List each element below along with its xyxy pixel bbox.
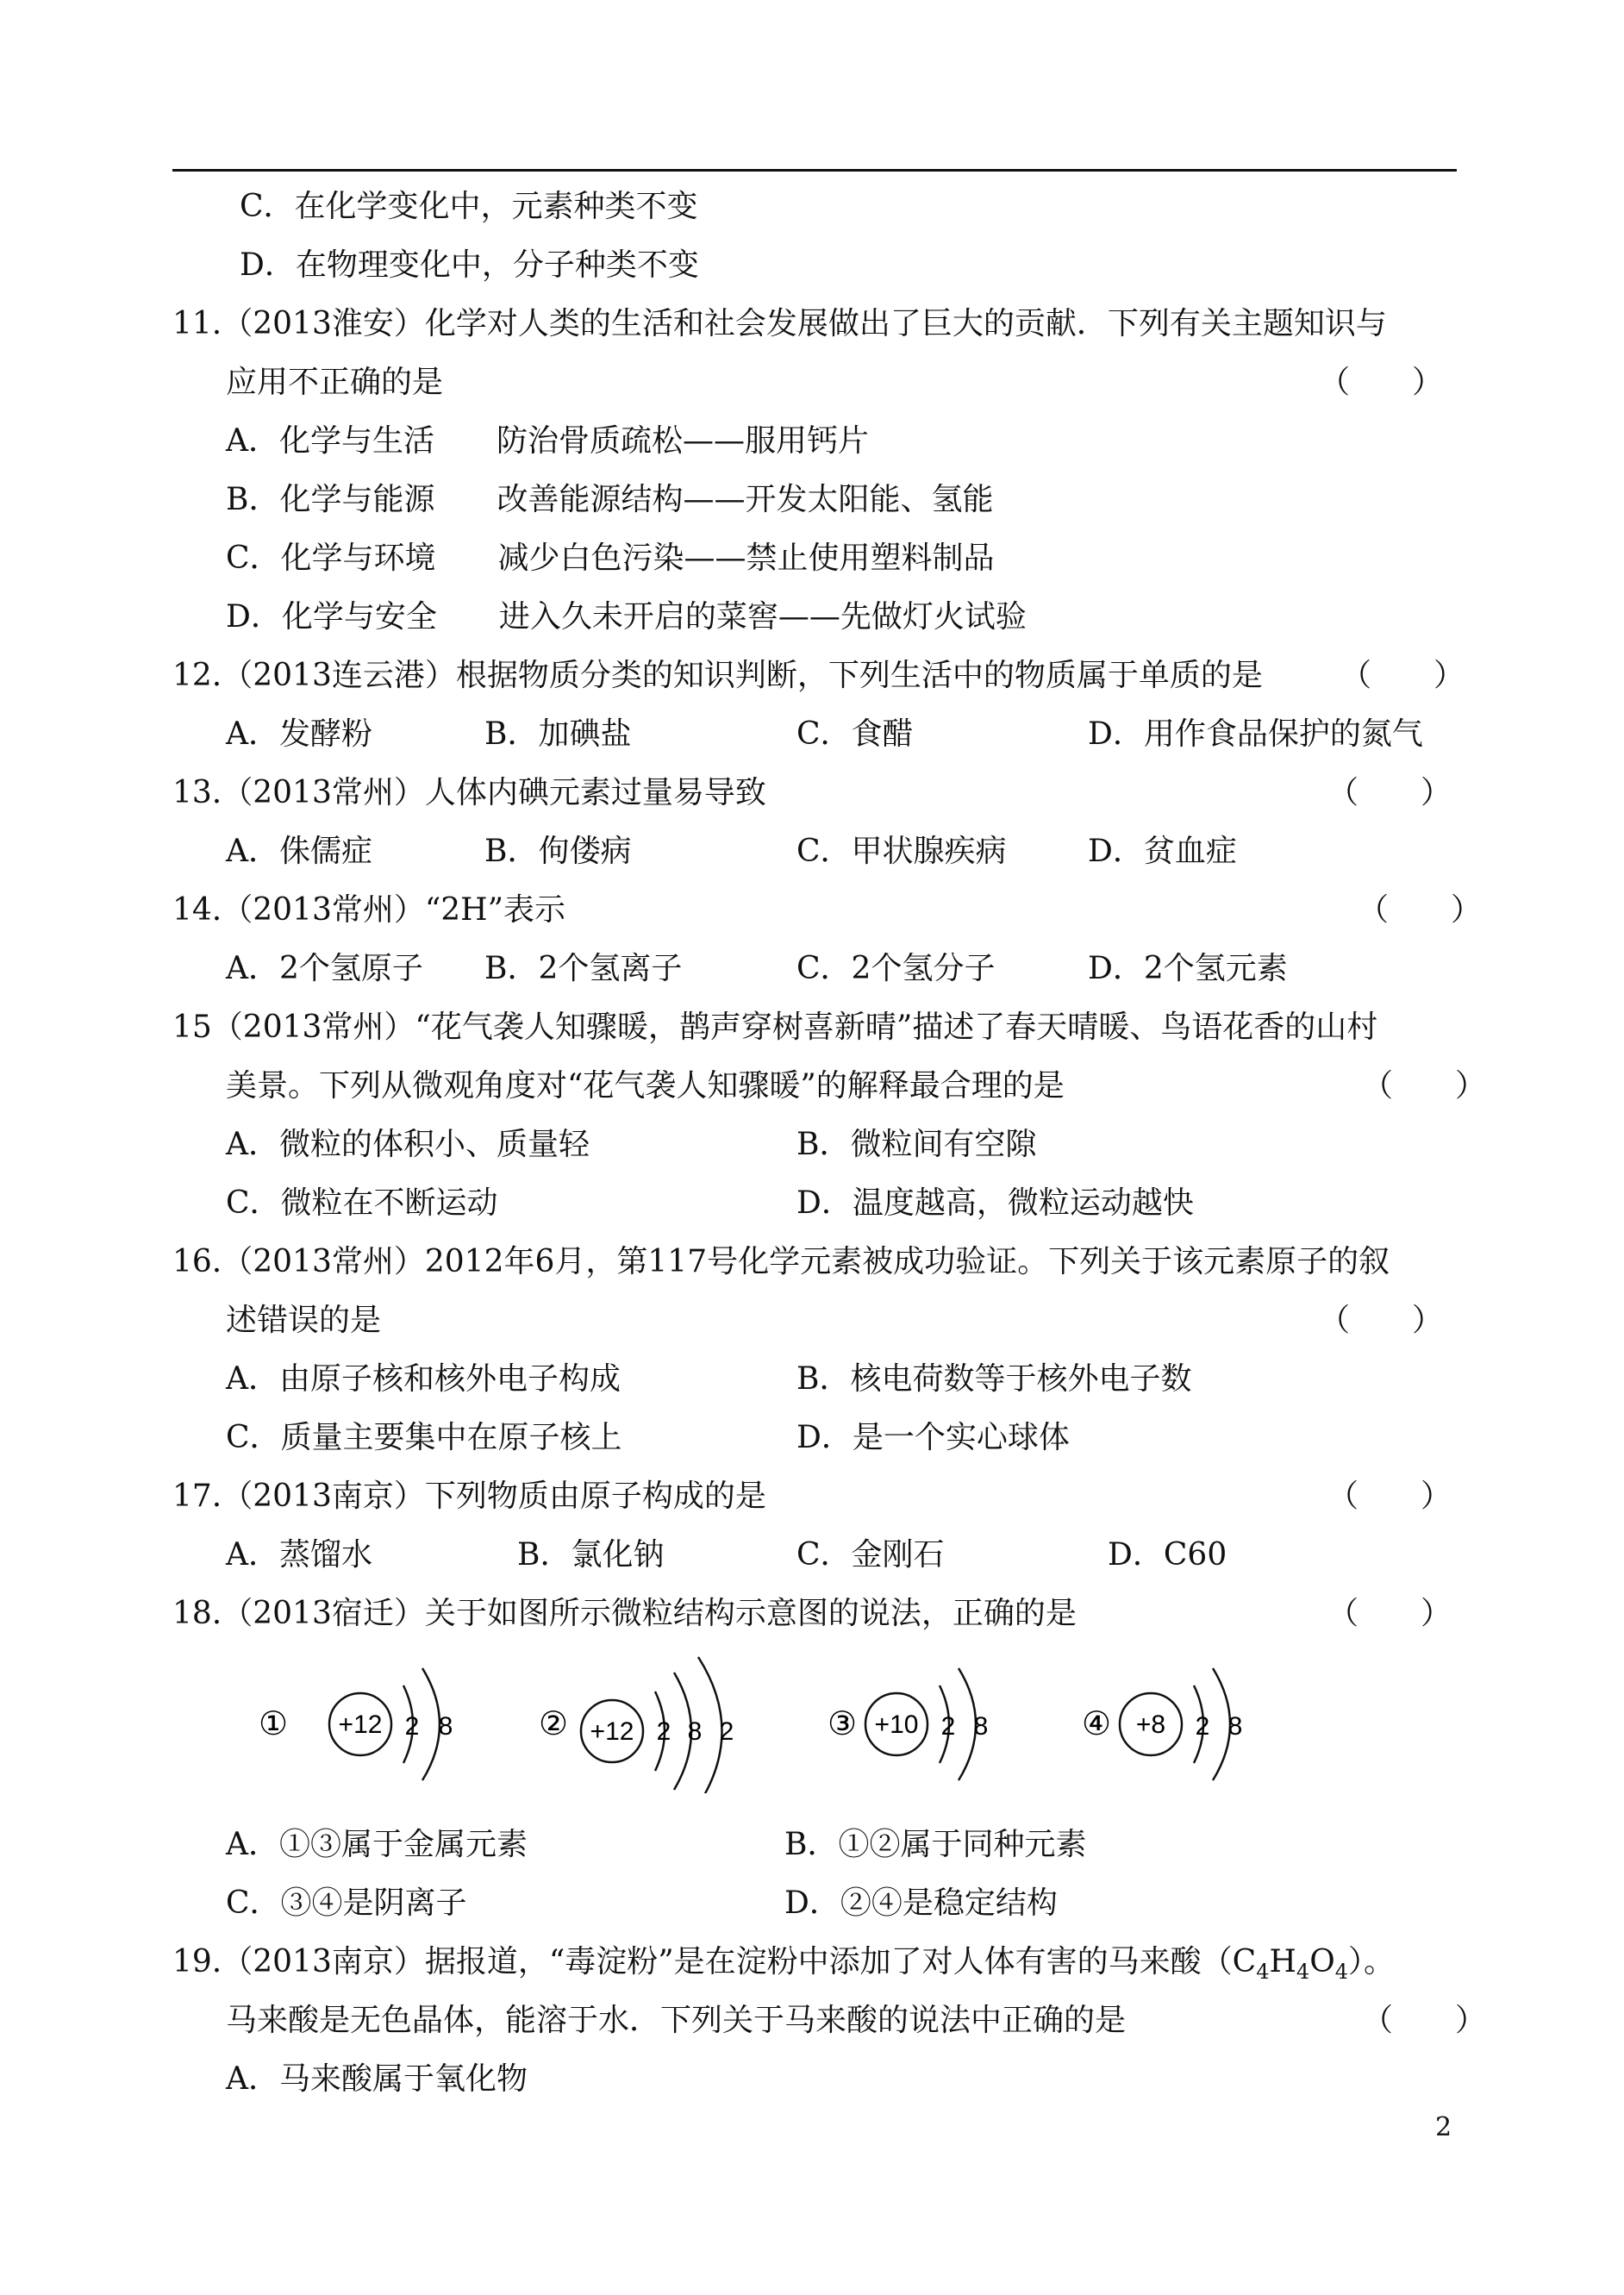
diagram-4-label: ④ — [1082, 1706, 1112, 1742]
q18-option-d: D．②④是稳定结构 — [784, 1885, 1058, 1921]
q17-option-d: D．C60 — [1108, 1537, 1227, 1573]
q19-stem-line2: 马来酸是无色晶体，能溶于水．下列关于马来酸的说法中正确的是 — [226, 2003, 1127, 2038]
structure-diagram-4 — [1082, 1668, 1242, 1780]
diagram-3-label: ③ — [828, 1706, 858, 1742]
q15-answer-paren: （ ） — [1362, 1068, 1487, 1104]
diagram-1-nucleus: +12 — [338, 1710, 383, 1739]
diagram-4-shell-2: 8 — [1227, 1712, 1243, 1741]
diagram-2-shell-3: 2 — [719, 1717, 734, 1746]
q15-option-a: A．微粒的体积小、质量轻 — [226, 1127, 590, 1162]
diagram-1-shell-arc-2 — [422, 1668, 440, 1780]
q16-option-c: C．质量主要集中在原子核上 — [226, 1420, 622, 1455]
q18-option-a: A．①③属于金属元素 — [226, 1827, 528, 1862]
q11-option-c: C．化学与环境 减少白色污染——禁止使用塑料制品 — [226, 541, 995, 576]
formula-h: H — [1269, 1944, 1296, 1979]
q17-option-b: B．氯化钠 — [517, 1537, 665, 1573]
q13-option-b: B．佝偻病 — [484, 834, 632, 869]
q11-option-b: B．化学与能源 改善能源结构——开发太阳能、氢能 — [226, 482, 994, 517]
diagram-3-shell-1: 2 — [940, 1712, 956, 1741]
q13-stem: 13.（2013常州）人体内碘元素过量易导致 — [172, 775, 766, 810]
q16-option-d: D．是一个实心球体 — [796, 1420, 1070, 1455]
diagram-1-shell-2: 8 — [438, 1712, 453, 1741]
q14-answer-paren: （ ） — [1358, 892, 1483, 928]
diagram-2-shell-1: 2 — [656, 1717, 671, 1746]
q12-option-d: D．用作食品保护的氮气 — [1088, 716, 1423, 752]
diagram-3-nucleus: +10 — [874, 1710, 919, 1739]
q14-option-b: B．2个氢离子 — [484, 951, 683, 986]
q16-option-b: B．核电荷数等于核外电子数 — [796, 1361, 1192, 1397]
structure-diagram-2 — [539, 1657, 734, 1793]
q13-answer-paren: （ ） — [1327, 775, 1452, 810]
q17-option-a: A．蒸馏水 — [226, 1537, 372, 1573]
q10-option-d: D．在物理变化中，分子种类不变 — [240, 247, 699, 283]
q19-stem-line1 — [172, 1943, 1395, 1991]
q13-option-c: C．甲状腺疾病 — [796, 834, 1007, 869]
q17-answer-paren: （ ） — [1327, 1479, 1452, 1514]
q11-answer-paren: （ ） — [1319, 365, 1444, 400]
q19-stem-end: ）。 — [1348, 1944, 1396, 1979]
q18-option-c: C．③④是阴离子 — [226, 1885, 467, 1921]
diagram-2-nucleus: +12 — [590, 1717, 634, 1746]
diagram-2-shell-2: 8 — [687, 1717, 703, 1746]
q16-option-a: A．由原子核和核外电子构成 — [226, 1361, 621, 1397]
q15-option-b: B．微粒间有空隙 — [796, 1127, 1037, 1162]
formula-sub-h: 4 — [1296, 1960, 1310, 1985]
formula-o: O — [1309, 1944, 1335, 1979]
q19-option-a: A．马来酸属于氧化物 — [226, 2061, 528, 2097]
diagram-1-label: ① — [259, 1706, 289, 1742]
q15-stem-line2: 美景。下列从微观角度对“花气袭人知骤暖”的解释最合理的是 — [226, 1068, 1065, 1104]
header-rule — [172, 169, 1457, 172]
q13-option-d: D．贫血症 — [1088, 834, 1237, 869]
diagram-2-label: ② — [539, 1706, 569, 1742]
q17-option-c: C．金刚石 — [796, 1537, 945, 1573]
diagram-3-shell-2: 8 — [973, 1712, 989, 1741]
q16-stem-line2: 述错误的是 — [226, 1303, 382, 1338]
q17-stem: 17.（2013南京）下列物质由原子构成的是 — [172, 1479, 766, 1514]
q12-option-a: A．发酵粉 — [226, 716, 372, 752]
q11-stem-line1: 11.（2013淮安）化学对人类的生活和社会发展做出了巨大的贡献．下列有关主题知识与 — [172, 306, 1387, 341]
q11-option-d: D．化学与安全 进入久未开启的菜窖——先做灯火试验 — [226, 599, 1027, 635]
q11-stem-line2: 应用不正确的是 — [226, 365, 444, 400]
q14-option-a: A．2个氢原子 — [226, 951, 423, 986]
q12-option-b: B．加碘盐 — [484, 716, 632, 752]
formula-sub-c: 4 — [1256, 1960, 1270, 1985]
q14-option-c: C．2个氢分子 — [796, 951, 996, 986]
diagram-4-nucleus: +8 — [1135, 1710, 1166, 1739]
q14-stem: 14.（2013常州）“2H”表示 — [172, 892, 565, 928]
q16-stem-line1: 16.（2013常州）2012年6月，第117号化学元素被成功验证。下列关于该元素原子的叙 — [172, 1244, 1390, 1279]
diagram-4-shell-1: 2 — [1195, 1712, 1210, 1741]
q19-answer-paren: （ ） — [1362, 2003, 1487, 2038]
q19-stem-text: 19.（2013南京）据报道，“毒淀粉”是在淀粉中添加了对人体有害的马来酸（C — [172, 1944, 1257, 1979]
structure-diagram-1 — [259, 1668, 453, 1780]
formula-sub-o: 4 — [1334, 1960, 1348, 1985]
q12-answer-paren: （ ） — [1340, 658, 1465, 693]
q12-stem: 12.（2013连云港）根据物质分类的知识判断，下列生活中的物质属于单质的是 — [172, 658, 1263, 693]
q18-answer-paren: （ ） — [1327, 1596, 1452, 1631]
q12-option-c: C．食醋 — [796, 716, 914, 752]
q18-option-b: B．①②属于同种元素 — [784, 1827, 1087, 1862]
atomic-structure-diagrams — [259, 1638, 1293, 1793]
q15-stem-line1: 15（2013常州）“花气袭人知骤暖，鹊声穿树喜新晴”描述了春天晴暖、鸟语花香的山村 — [172, 1010, 1378, 1045]
q10-option-c: C．在化学变化中，元素种类不变 — [240, 189, 698, 224]
q15-option-d: D．温度越高，微粒运动越快 — [796, 1185, 1194, 1221]
page-number: 2 — [1435, 2112, 1452, 2142]
q11-option-a: A．化学与生活 防治骨质疏松——服用钙片 — [226, 423, 869, 459]
q16-answer-paren: （ ） — [1319, 1303, 1444, 1338]
q18-stem: 18.（2013宿迁）关于如图所示微粒结构示意图的说法，正确的是 — [172, 1596, 1077, 1631]
q15-option-c: C．微粒在不断运动 — [226, 1185, 498, 1221]
q14-option-d: D．2个氢元素 — [1088, 951, 1288, 986]
structure-diagram-3 — [828, 1668, 988, 1780]
q13-option-a: A．侏儒症 — [226, 834, 372, 869]
diagram-1-shell-1: 2 — [404, 1712, 420, 1741]
